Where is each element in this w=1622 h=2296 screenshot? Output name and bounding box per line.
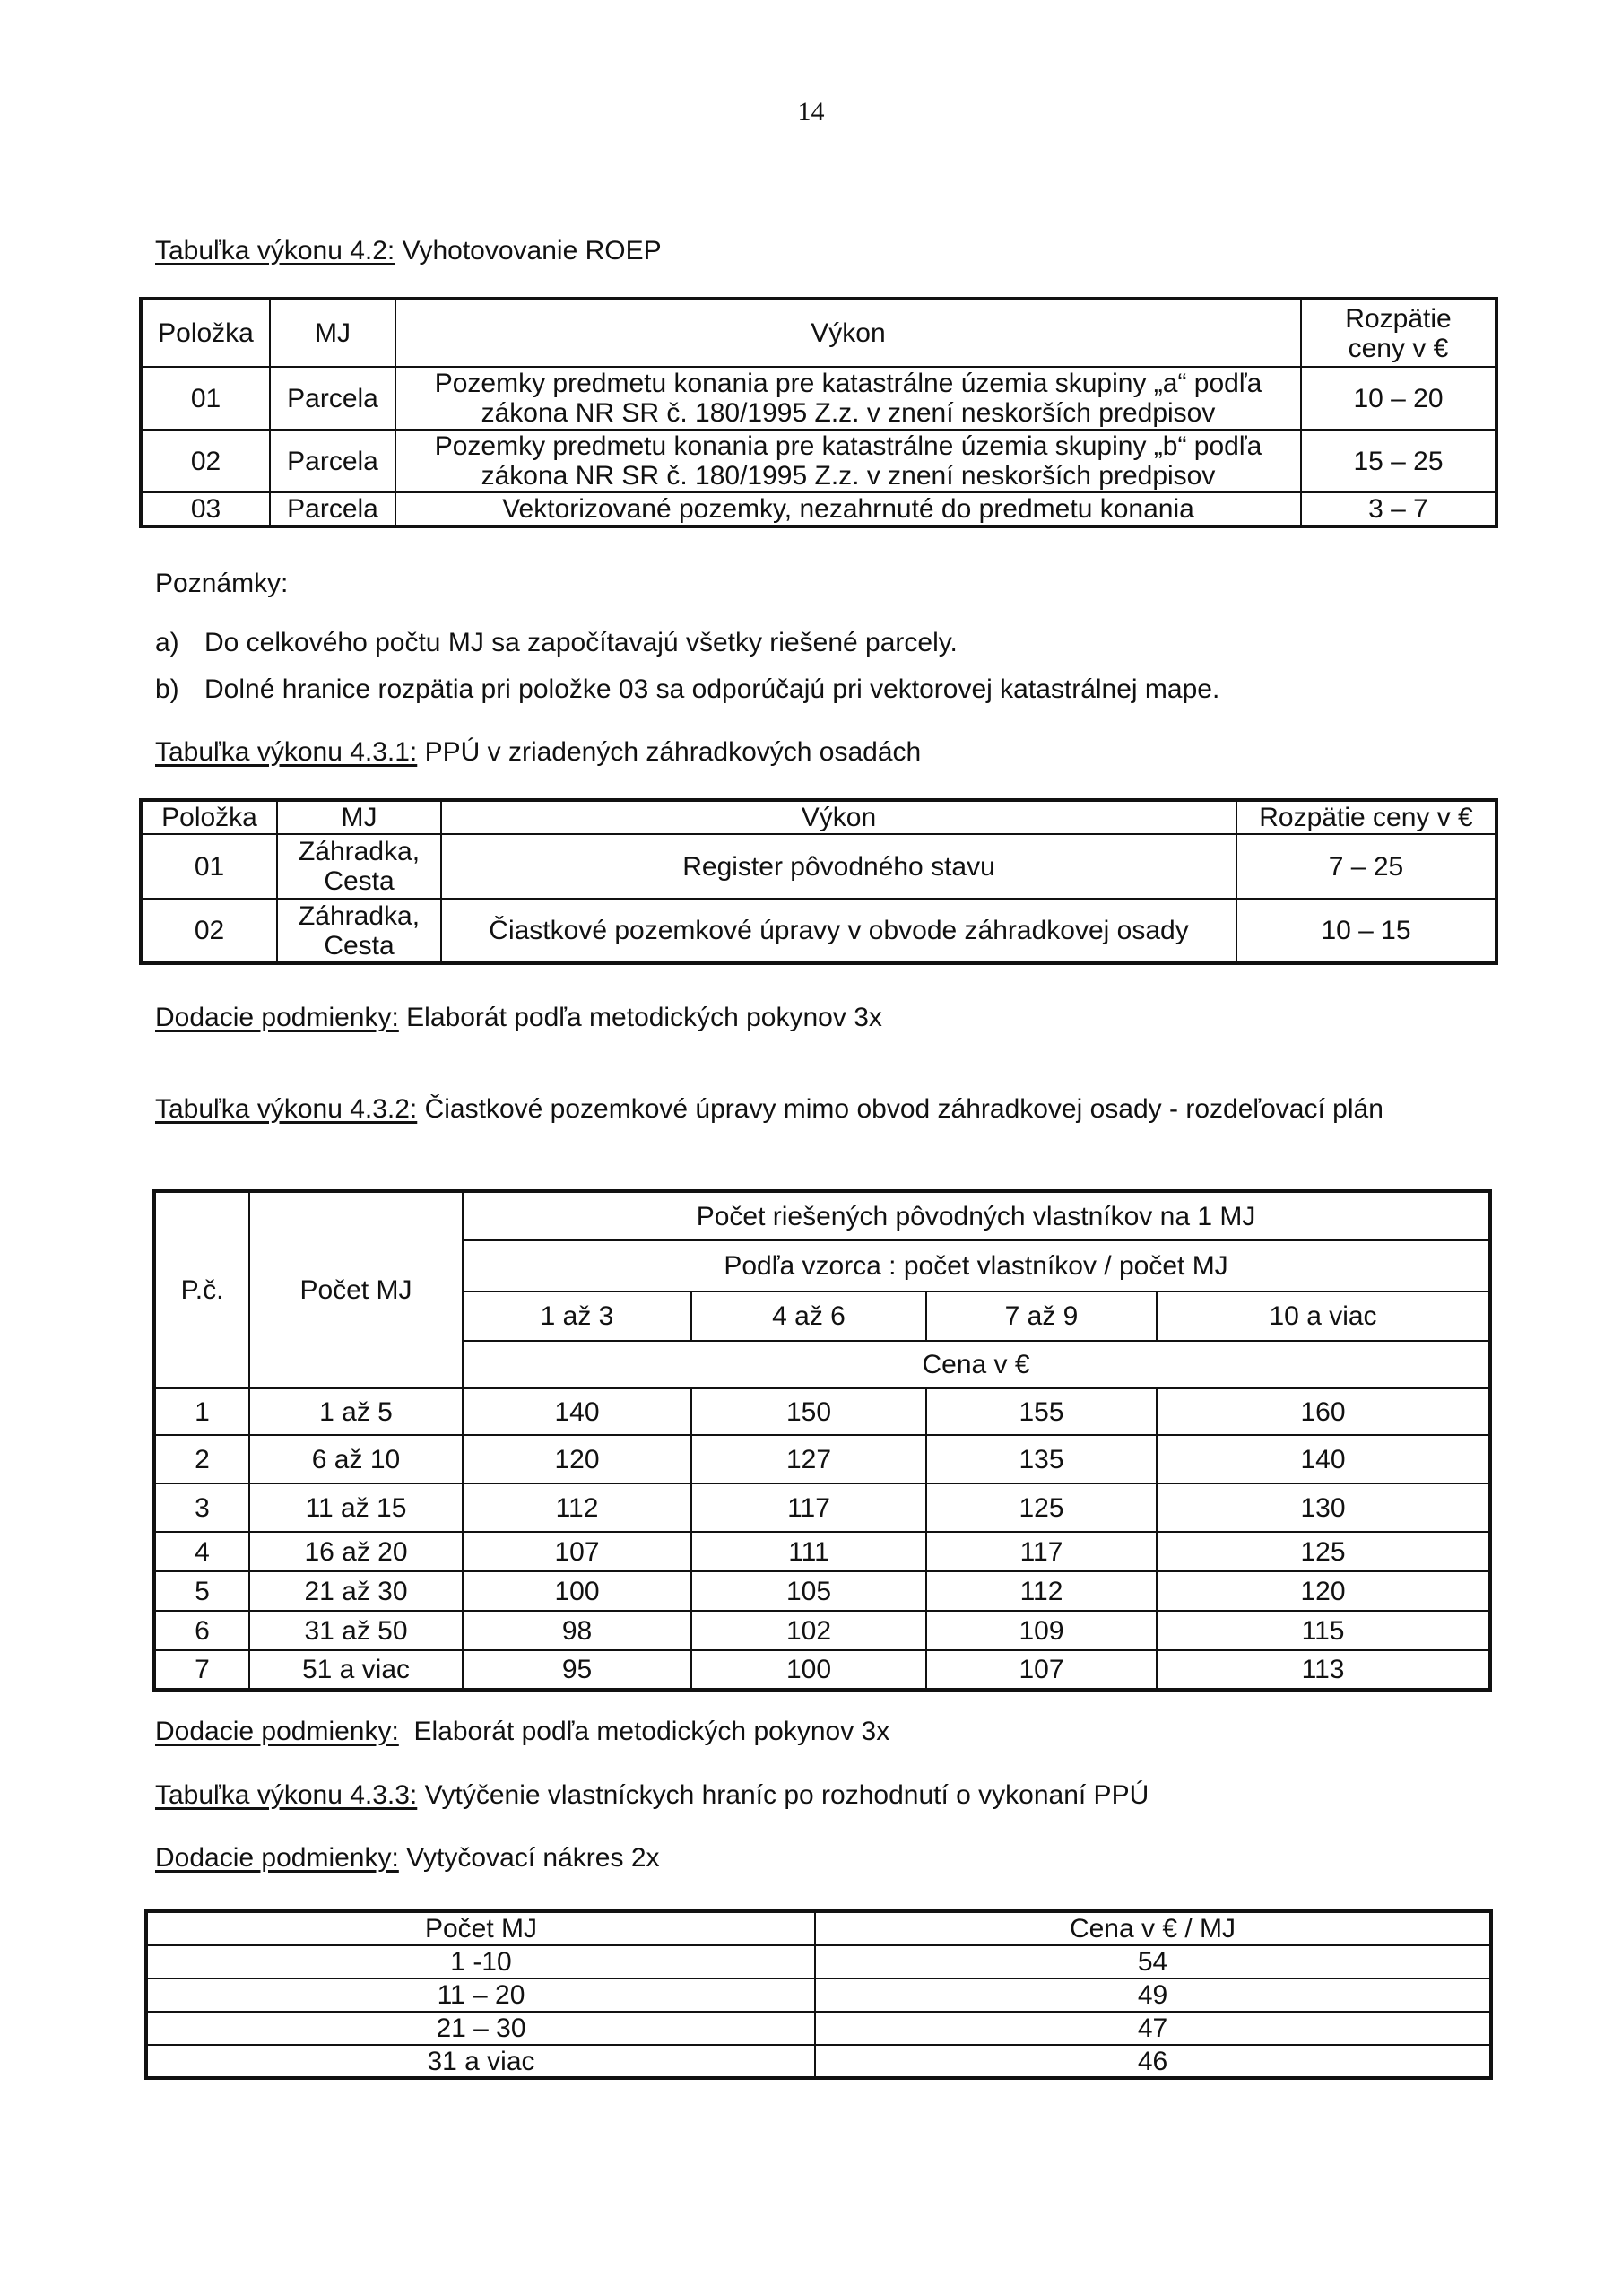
header-col-4: 10 a viac <box>1157 1292 1490 1341</box>
note-label: a) <box>155 628 179 657</box>
delivery-label: Dodacie podmienky: <box>155 1717 399 1746</box>
header-rozpatie <box>1301 299 1496 367</box>
table-row <box>146 2012 1491 2045</box>
table3-caption-label: Tabuľka výkonu 4.3.2: <box>155 1094 418 1124</box>
table-header-row <box>141 299 1496 367</box>
table2-caption <box>155 737 921 768</box>
note-text: Do celkového počtu MJ sa započítavajú všetky riešené parcely. <box>204 628 958 657</box>
cell-pocet: 1 -10 <box>146 1945 815 1979</box>
header-rozpatie-line1: Rozpätie <box>1345 303 1452 334</box>
cell-pc: 3 <box>154 1483 249 1532</box>
delivery-label: Dodacie podmienky: <box>155 1843 399 1873</box>
cell-polozka: 01 <box>141 834 277 899</box>
cell-value: 105 <box>691 1571 926 1611</box>
header-polozka: Položka <box>141 299 270 367</box>
cell-pc: 6 <box>154 1611 249 1650</box>
cell-rozpatie: 7 – 25 <box>1236 834 1496 899</box>
header-pocet-mj: Počet MJ <box>249 1191 463 1388</box>
cell-cena: 49 <box>815 1979 1491 2012</box>
cell-value: 112 <box>463 1483 691 1532</box>
table4-caption <box>155 1780 1149 1811</box>
cell-value: 113 <box>1157 1650 1490 1690</box>
cell-rozpatie: 3 – 7 <box>1301 492 1496 526</box>
table1-caption-text: Vyhotovovanie ROEP <box>395 236 662 265</box>
cell-value: 111 <box>691 1532 926 1571</box>
table-row <box>154 1435 1490 1483</box>
cell-value: 102 <box>691 1611 926 1650</box>
cell-pocet: 31 a viac <box>146 2045 815 2078</box>
cell-value: 160 <box>1157 1388 1490 1435</box>
table4-caption-text: Vytýčenie vlastníckych hraníc po rozhodnutí o vykonaní PPÚ <box>417 1780 1149 1810</box>
cell-value: 135 <box>926 1435 1157 1483</box>
table2-caption-label: Tabuľka výkonu 4.3.1: <box>155 737 418 767</box>
cell-vykon-line2: zákona NR SR č. 180/1995 Z.z. v znení neskorších predpisov <box>481 461 1216 491</box>
header-cena: Cena v € <box>463 1341 1490 1388</box>
cell-value: 98 <box>463 1611 691 1650</box>
page-number: 14 <box>797 97 825 126</box>
table3-caption <box>155 1094 1383 1125</box>
cell-value: 125 <box>926 1483 1157 1532</box>
table-row <box>141 899 1496 963</box>
cell-vykon-line1: Pozemky predmetu konania pre katastrálne územia skupiny „a“ podľa <box>434 369 1262 398</box>
cell-mj-line1: Záhradka, <box>298 900 421 931</box>
cell-vykon: Register pôvodného stavu <box>441 834 1236 899</box>
table-vytycenie-hranic <box>144 1909 1493 2080</box>
cell-rozpatie: 15 – 25 <box>1301 430 1496 492</box>
cell-mj <box>277 899 441 963</box>
cell-value: 109 <box>926 1611 1157 1650</box>
cell-pocet: 6 až 10 <box>249 1435 463 1483</box>
header-col-3: 7 až 9 <box>926 1292 1157 1341</box>
cell-pc: 1 <box>154 1388 249 1435</box>
table-row <box>141 430 1496 492</box>
table2-delivery-conditions <box>155 1003 882 1033</box>
header-mj: MJ <box>270 299 395 367</box>
table-row <box>146 1945 1491 1979</box>
cell-rozpatie: 10 – 20 <box>1301 367 1496 430</box>
cell-pocet: 11 – 20 <box>146 1979 815 2012</box>
header-rozpatie: Rozpätie ceny v € <box>1236 800 1496 834</box>
cell-value: 117 <box>926 1532 1157 1571</box>
table-row <box>141 834 1496 899</box>
cell-pocet: 1 až 5 <box>249 1388 463 1435</box>
table-header-row <box>154 1191 1490 1240</box>
cell-value: 115 <box>1157 1611 1490 1650</box>
cell-vykon <box>395 367 1301 430</box>
table-header-row <box>141 800 1496 834</box>
note-text: Dolné hranice rozpätia pri položke 03 sa odporúčajú pri vektorovej katastrálnej mape. <box>204 674 1220 704</box>
note-label: b) <box>155 674 179 704</box>
table-vyhotovovanie-roep <box>139 297 1498 528</box>
table2-caption-text: PPÚ v zriadených záhradkových osadách <box>417 737 922 767</box>
delivery-text: Elaborát podľa metodických pokynov 3x <box>398 1003 882 1032</box>
cell-value: 100 <box>691 1650 926 1690</box>
cell-vykon: Čiastkové pozemkové úpravy v obvode záhradkovej osady <box>441 899 1236 963</box>
table-rozdelovaci-plan <box>152 1189 1492 1692</box>
cell-mj: Parcela <box>270 367 395 430</box>
table1-caption <box>155 236 662 266</box>
cell-pocet: 31 až 50 <box>249 1611 463 1650</box>
table-row <box>154 1483 1490 1532</box>
cell-value: 140 <box>463 1388 691 1435</box>
cell-mj-line2: Cesta <box>324 866 395 896</box>
header-subgroup: Podľa vzorca : počet vlastníkov / počet MJ <box>463 1240 1490 1292</box>
cell-value: 112 <box>926 1571 1157 1611</box>
cell-value: 130 <box>1157 1483 1490 1532</box>
table3-delivery-conditions <box>155 1717 889 1747</box>
note-item <box>155 628 958 658</box>
cell-value: 107 <box>926 1650 1157 1690</box>
table-header-row <box>146 1911 1491 1945</box>
cell-pc: 5 <box>154 1571 249 1611</box>
cell-value: 150 <box>691 1388 926 1435</box>
cell-pocet: 11 až 15 <box>249 1483 463 1532</box>
cell-value: 120 <box>1157 1571 1490 1611</box>
header-pc: P.č. <box>154 1191 249 1388</box>
table-row <box>146 1979 1491 2012</box>
header-cena: Cena v € / MJ <box>815 1911 1491 1945</box>
table-row <box>141 367 1496 430</box>
cell-value: 100 <box>463 1571 691 1611</box>
note-item <box>155 674 1219 705</box>
cell-value: 140 <box>1157 1435 1490 1483</box>
table-row <box>154 1571 1490 1611</box>
header-polozka: Položka <box>141 800 277 834</box>
cell-pocet: 21 až 30 <box>249 1571 463 1611</box>
cell-value: 125 <box>1157 1532 1490 1571</box>
cell-mj-line1: Záhradka, <box>298 837 421 866</box>
table1-caption-label: Tabuľka výkonu 4.2: <box>155 236 395 265</box>
cell-mj-line2: Cesta <box>324 930 395 961</box>
table4-delivery-conditions <box>155 1843 660 1874</box>
cell-pocet: 51 a viac <box>249 1650 463 1690</box>
cell-pc: 2 <box>154 1435 249 1483</box>
cell-value: 117 <box>691 1483 926 1532</box>
cell-pc: 7 <box>154 1650 249 1690</box>
cell-value: 95 <box>463 1650 691 1690</box>
cell-vykon <box>395 430 1301 492</box>
cell-value: 120 <box>463 1435 691 1483</box>
cell-vykon: Vektorizované pozemky, nezahrnuté do predmetu konania <box>395 492 1301 526</box>
header-pocet-mj: Počet MJ <box>146 1911 815 1945</box>
header-col-2: 4 až 6 <box>691 1292 926 1341</box>
delivery-text: Elaborát podľa metodických pokynov 3x <box>398 1717 890 1746</box>
cell-cena: 46 <box>815 2045 1491 2078</box>
cell-mj: Parcela <box>270 492 395 526</box>
cell-value: 127 <box>691 1435 926 1483</box>
cell-cena: 47 <box>815 2012 1491 2045</box>
cell-vykon-line2: zákona NR SR č. 180/1995 Z.z. v znení neskorších predpisov <box>481 398 1216 428</box>
cell-polozka: 03 <box>141 492 270 526</box>
cell-value: 155 <box>926 1388 1157 1435</box>
header-vykon: Výkon <box>441 800 1236 834</box>
cell-pocet: 16 až 20 <box>249 1532 463 1571</box>
table-row <box>154 1611 1490 1650</box>
cell-rozpatie: 10 – 15 <box>1236 899 1496 963</box>
header-col-1: 1 až 3 <box>463 1292 691 1341</box>
table-row <box>154 1650 1490 1690</box>
header-vykon: Výkon <box>395 299 1301 367</box>
header-group: Počet riešených pôvodných vlastníkov na 1 MJ <box>463 1191 1490 1240</box>
table3-caption-text: Čiastkové pozemkové úpravy mimo obvod záhradkovej osady - rozdeľovací plán <box>417 1094 1383 1124</box>
cell-cena: 54 <box>815 1945 1491 1979</box>
table-ppu-zahradkove-osady <box>139 798 1498 965</box>
cell-pocet: 21 – 30 <box>146 2012 815 2045</box>
cell-mj: Parcela <box>270 430 395 492</box>
delivery-text: Vytyčovací nákres 2x <box>398 1843 660 1873</box>
cell-mj <box>277 834 441 899</box>
cell-value: 107 <box>463 1532 691 1571</box>
table-row <box>146 2045 1491 2078</box>
notes-heading: Poznámky: <box>155 569 289 598</box>
cell-polozka: 02 <box>141 430 270 492</box>
header-mj: MJ <box>277 800 441 834</box>
table-row <box>141 492 1496 526</box>
header-rozpatie-line2: ceny v € <box>1348 333 1449 363</box>
cell-polozka: 02 <box>141 899 277 963</box>
cell-vykon-line1: Pozemky predmetu konania pre katastrálne územia skupiny „b“ podľa <box>434 431 1262 461</box>
table-row <box>154 1388 1490 1435</box>
table4-caption-label: Tabuľka výkonu 4.3.3: <box>155 1780 418 1810</box>
table-row <box>154 1532 1490 1571</box>
cell-pc: 4 <box>154 1532 249 1571</box>
delivery-label: Dodacie podmienky: <box>155 1003 399 1032</box>
cell-polozka: 01 <box>141 367 270 430</box>
